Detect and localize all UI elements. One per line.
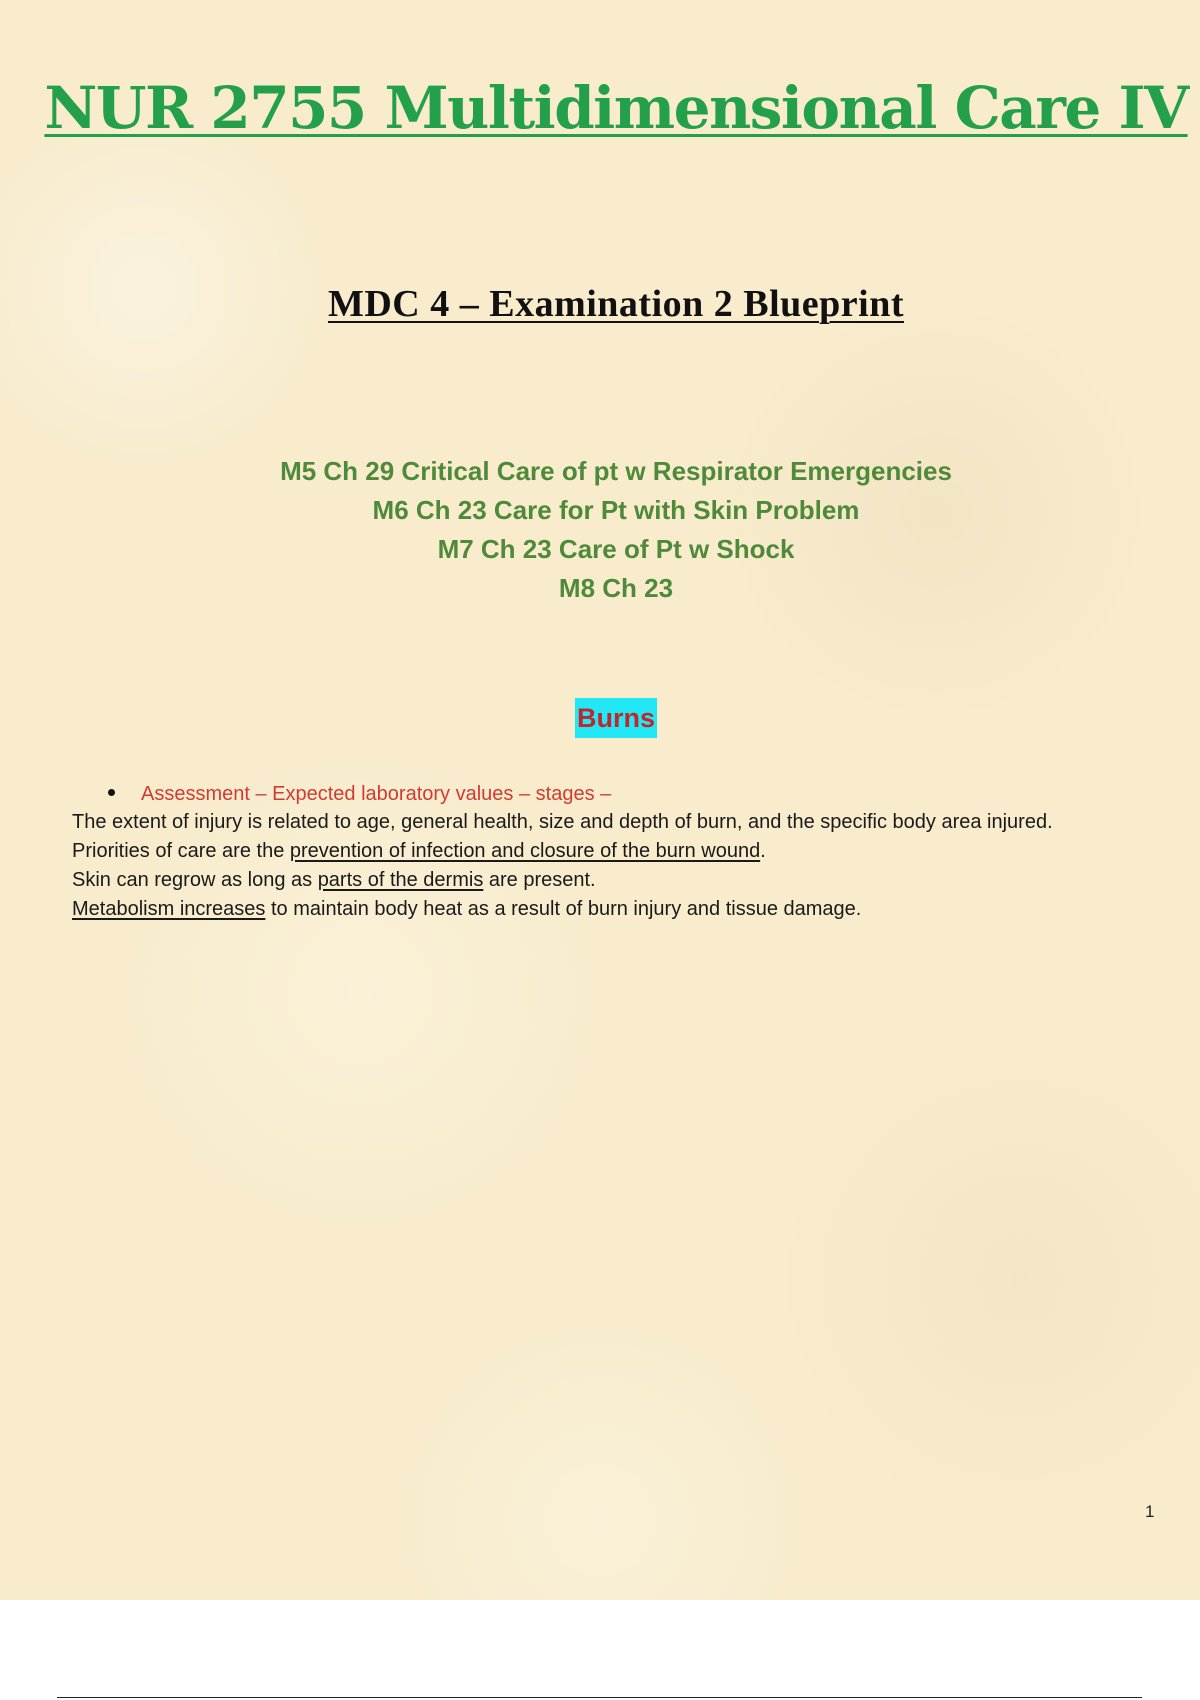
- paragraph-skin-regrow: [72, 866, 1112, 895]
- assessment-bullet: [108, 780, 611, 808]
- paragraph-metabolism: [72, 895, 1112, 924]
- body-text: [72, 808, 1112, 924]
- section-heading-wrap: [0, 698, 1200, 738]
- bullet-icon: [108, 789, 115, 796]
- exam-blueprint-subtitle: [0, 282, 1200, 326]
- paragraph-injury-extent: [72, 808, 1112, 866]
- document-title-text: NUR 2755 Multidimensional Care IV: [44, 74, 1188, 142]
- paragraph-text: to maintain body heat as a result of burn injury and tissue damage.: [265, 898, 862, 920]
- exam-blueprint-subtitle-text: MDC 4 – Examination 2 Blueprint: [327, 283, 905, 325]
- module-list: [0, 452, 1200, 608]
- paragraph-text: .: [760, 840, 766, 862]
- paragraph-text: Skin can regrow as long as: [72, 869, 318, 891]
- paragraph-text: are present.: [483, 869, 596, 891]
- module-item: M5 Ch 29 Critical Care of pt w Respirator Emergencies: [280, 456, 952, 486]
- underlined-text: parts of the dermis: [317, 869, 484, 891]
- paragraph-text: The extent of injury is related to age, general health, size and depth of burn, and the specific body area injured. Priorities of care are the: [72, 811, 1053, 862]
- document-title: [0, 74, 1200, 142]
- underlined-text: Metabolism increases: [72, 898, 266, 920]
- section-heading-burns: Burns: [575, 698, 657, 738]
- module-item: M7 Ch 23 Care of Pt w Shock: [437, 534, 795, 564]
- assessment-bullet-text: Assessment – Expected laboratory values – stages –: [141, 783, 612, 805]
- footer-divider: [57, 1697, 1142, 1698]
- module-item: M8 Ch 23: [558, 573, 674, 603]
- module-item: M6 Ch 23 Care for Pt with Skin Problem: [372, 495, 860, 525]
- page-number: 1: [1145, 1502, 1155, 1521]
- underlined-text: prevention of infection and closure of the burn wound: [289, 840, 761, 862]
